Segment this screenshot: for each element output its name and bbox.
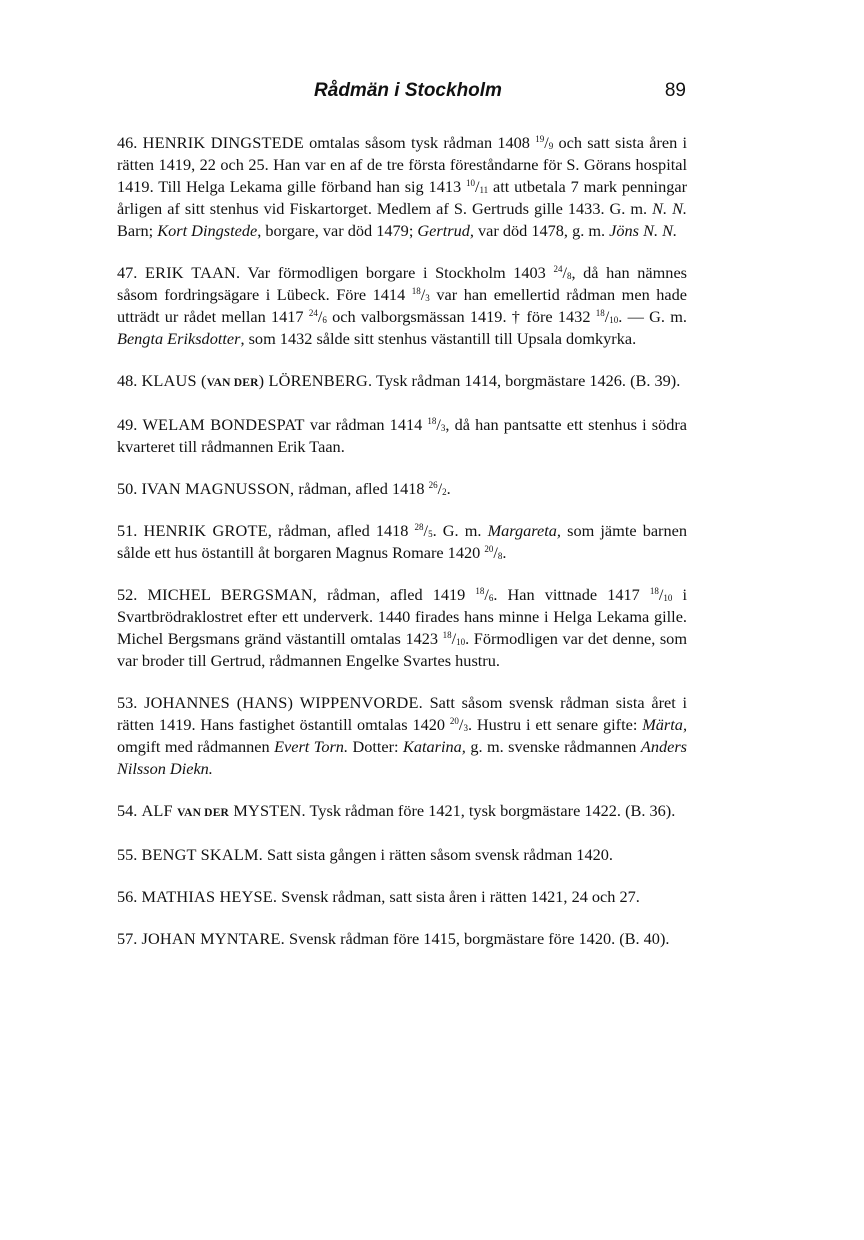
running-title: Rådmän i Stockholm bbox=[314, 80, 502, 101]
entry-number: 47. bbox=[117, 263, 138, 283]
entry-name: MATHIAS HEYSE. bbox=[141, 887, 278, 907]
entry-54 bbox=[117, 800, 687, 824]
entry-number: 52. bbox=[117, 585, 138, 605]
entry-text: att utbetala 7 mark penningar årligen af sitt stenhus vid Fiskartorget. Medlem af S. Gertruds gille 1433. G. m. bbox=[117, 177, 687, 219]
date-month: 10 bbox=[663, 593, 673, 604]
entry-name-part: ) LÖRENBERG. bbox=[258, 371, 373, 391]
date-month: 3 bbox=[425, 293, 430, 304]
entry-number: 54. bbox=[117, 801, 138, 821]
entry-number: 55. bbox=[117, 845, 138, 865]
date-month: 9 bbox=[548, 141, 554, 152]
entry-text: Svensk rådman före 1415, borgmästare före 1420. (B. 40). bbox=[284, 929, 670, 949]
entry-text: var han emellertid rådman men hade utträdt ur rådet mellan 1417 bbox=[117, 285, 687, 327]
entry-text: före 1432 bbox=[521, 307, 596, 327]
entry-text: . Hustru i ett senare gifte: bbox=[467, 715, 643, 735]
entry-text: Satt såsom svensk rådman sista året i rätten 1419. Hans fastighet östantill omtalas 1420 bbox=[117, 693, 688, 735]
entry-text: . Förmodligen var det denne, som var broder till Gertrud, rådmannen Engelke Svartes hustru. bbox=[117, 629, 687, 671]
date-day: 24 bbox=[308, 308, 318, 319]
entry-number: 49. bbox=[117, 415, 138, 435]
person-name: Bengta Eriksdotter bbox=[117, 329, 241, 349]
date-month: 5 bbox=[428, 529, 433, 540]
date-day: 18 bbox=[595, 308, 605, 319]
entry-text: rådman, afled 1418 bbox=[294, 479, 429, 499]
date-month: 8 bbox=[497, 551, 503, 562]
entry-53: 53. JOHANNES (HANS) WIPPENVORDE. Satt såsom svensk rådman sista året i rätten 1419. Hans fastighet östantill omtalas 1420 $^{20}/_3$. Hustru i ett senare gifte: Märta, omgift med rådmannen Evert Torn. Dotter: Katarina, g. m. svenske rådmannen Anders Nilsson Diekn. bbox=[117, 693, 688, 779]
running-head bbox=[118, 80, 698, 106]
entry-name: ERIK TAAN. bbox=[144, 263, 241, 283]
person-name: Kort Dingstede bbox=[157, 221, 258, 241]
date-day: 20 bbox=[449, 716, 459, 727]
entry-text: . G. m. bbox=[432, 521, 488, 541]
entry-text: i Svartbrödraklostret efter ett underverk. 1440 firades hans minne i Helga Lekama gille. Michel Bergsmans gränd västantill omtalas 1423 bbox=[117, 585, 687, 649]
entry-text: . Han vittnade 1417 bbox=[493, 585, 650, 605]
entry-name: HENRIK GROTE, bbox=[143, 521, 273, 541]
entry-text: omtalas såsom tysk rådman 1408 bbox=[303, 133, 536, 153]
person-name: Katarina, bbox=[403, 737, 466, 757]
date-month: 2 bbox=[442, 487, 447, 498]
person-name: Evert Torn. bbox=[274, 737, 349, 757]
date-day: 18 bbox=[649, 586, 659, 597]
entry-49: 49. WELAM BONDESPAT var rådman 1414 $^{18}/_3$, då han pantsatte ett stenhus i södra kvarteret till rådmannen Erik Taan. bbox=[117, 415, 687, 457]
entry-text: Svensk rådman, satt sista åren i rätten 1421, 24 och 27. bbox=[277, 887, 640, 907]
entry-name bbox=[141, 801, 305, 820]
entry-name: BENGT SKALM. bbox=[141, 845, 263, 865]
date-day: 28 bbox=[414, 522, 424, 533]
entry-52: 52. MICHEL BERGSMAN, rådman, afled 1419 $^{18}/_6$. Han vittnade 1417 $^{18}/_{10}$ i Svartbrödraklostret efter ett underverk. 1440 firades hans minne i Helga Lekama gille. Michel Bergsmans gränd västantill omtalas 1423 $^{18}/_{10}$. Förmodligen var det denne, som var broder till Gertrud, rådmannen Engelke Svartes hustru. bbox=[117, 585, 687, 671]
entry-text: , då han pantsatte ett stenhus i södra kvarteret till rådmannen Erik Taan. bbox=[117, 415, 687, 457]
date-month: 3 bbox=[440, 423, 446, 434]
date-day: 20 bbox=[484, 544, 494, 555]
page-number: 89 bbox=[664, 80, 686, 101]
date-day: 24 bbox=[553, 264, 563, 275]
entry-text: Var förmodligen borgare i Stockholm 1403 bbox=[240, 263, 554, 283]
entry-text: . bbox=[446, 479, 451, 499]
entry-text: och valborgsmässan 1419. bbox=[326, 307, 512, 327]
date-month: 10 bbox=[609, 315, 619, 326]
date-day: 10 bbox=[465, 178, 475, 189]
entry-text: , borgare, var död 1479; bbox=[257, 221, 418, 241]
entry-name bbox=[141, 371, 372, 390]
person-name: Anders Nilsson Diekn. bbox=[117, 737, 687, 779]
person-name: Märta, bbox=[642, 715, 688, 735]
person-name: Jöns N. N. bbox=[609, 221, 678, 241]
entry-name: HENRIK DINGSTEDE bbox=[142, 133, 304, 153]
date-month: 10 bbox=[456, 637, 466, 648]
entry-text: , som 1432 sålde sitt stenhus västantill till Upsala domkyrka. bbox=[240, 329, 637, 349]
person-name: Margareta, bbox=[487, 521, 562, 541]
entry-name-part: ALF bbox=[141, 801, 178, 821]
entry-text: rådman, afled 1419 bbox=[317, 585, 476, 605]
entry-46: 46. HENRIK DINGSTEDE omtalas såsom tysk rådman 1408 $^{19}/_9$ och satt sista åren i rätten 1419, 22 och 25. Han var en af de tre första föreståndarne för S. Görans hospital 1419. Till Helga Lekama gille förband han sig 1413 $^{10}/_{11}$ att utbetala 7 mark penningar årligen af sitt stenhus vid Fiskartorget. Medlem af S. Gertruds gille 1433. G. m. N. N. Barn; Kort Dingstede, borgare, var död 1479; Gertrud, var död 1478, g. m. Jöns N. N. bbox=[117, 133, 688, 241]
entry-number: 53. bbox=[117, 693, 138, 713]
date-month: 8 bbox=[566, 271, 572, 282]
entry-text: . bbox=[502, 543, 507, 563]
entry-number: 57. bbox=[117, 929, 138, 949]
entry-name: IVAN MAGNUSSON, bbox=[141, 479, 295, 499]
entry-name-part: MYSTEN. bbox=[229, 801, 306, 821]
entry-name: MICHEL BERGSMAN, bbox=[147, 585, 318, 605]
entry-name: JOHAN MYNTARE. bbox=[141, 929, 285, 949]
entry-text: Tysk rådman före 1421, tysk borgmästare 1422. (B. 36). bbox=[305, 801, 676, 821]
entry-text: Satt sista gången i rätten såsom svensk rådman 1420. bbox=[262, 845, 613, 865]
entry-text: omgift med rådmannen bbox=[117, 737, 275, 757]
date-month: 6 bbox=[322, 315, 327, 326]
entry-text: Tysk rådman 1414, borgmästare 1426. (B. 39). bbox=[372, 371, 681, 391]
name-particle: VAN DER bbox=[177, 807, 230, 820]
entry-56 bbox=[117, 886, 687, 908]
entry-text: som jämte barnen sålde ett hus östantill åt borgaren Magnus Romare 1420 bbox=[117, 521, 687, 563]
entry-51: 51. HENRIK GROTE, rådman, afled 1418 $^{28}/_5$. G. m. Margareta, som jämte barnen sålde ett hus östantill åt borgaren Magnus Romare 1420 $^{20}/_8$. bbox=[117, 521, 687, 563]
entry-50: 50. IVAN MAGNUSSON, rådman, afled 1418 $^{26}/_2$. bbox=[117, 479, 451, 499]
entry-text: Barn; bbox=[117, 221, 158, 241]
entry-text: g. m. svenske rådmannen bbox=[465, 737, 641, 757]
entry-number: 46. bbox=[117, 133, 138, 153]
date-day: 18 bbox=[411, 286, 421, 297]
name-particle: VAN DER bbox=[206, 377, 259, 390]
entry-name: WELAM BONDESPAT bbox=[142, 415, 305, 435]
entry-number: 48. bbox=[117, 371, 138, 391]
entry-text: var död 1478, g. m. bbox=[473, 221, 610, 241]
entry-text: Dotter: bbox=[348, 737, 403, 757]
entry-text: . — G. m. bbox=[618, 307, 687, 327]
entry-55 bbox=[117, 844, 687, 866]
entry-57 bbox=[117, 928, 687, 950]
person-name: Gertrud, bbox=[417, 221, 474, 241]
person-name: N. N. bbox=[652, 199, 687, 219]
entry-text: , då han nämnes såsom fordringsägare i Lübeck. Före 1414 bbox=[117, 263, 688, 305]
entry-name: JOHANNES (HANS) WIPPENVORDE. bbox=[144, 693, 423, 713]
entry-number: 51. bbox=[117, 521, 138, 541]
entry-list bbox=[117, 116, 687, 970]
date-day: 18 bbox=[475, 586, 485, 597]
entry-number: 56. bbox=[117, 887, 138, 907]
dagger-icon: † bbox=[511, 307, 522, 327]
entry-number: 50. bbox=[117, 479, 138, 499]
entry-text: och satt sista åren i rätten 1419, 22 och 25. Han var en af de tre första föreståndarne för S. Görans hospital 1419. Till Helga Lekama gille förband han sig 1413 bbox=[117, 133, 688, 197]
date-day: 19 bbox=[535, 134, 545, 145]
entry-48 bbox=[117, 370, 687, 394]
date-day: 18 bbox=[442, 630, 452, 641]
date-day: 18 bbox=[427, 416, 437, 427]
date-month: 3 bbox=[463, 723, 468, 734]
entry-name-part: KLAUS ( bbox=[141, 371, 207, 391]
entry-text: rådman, afled 1418 bbox=[272, 521, 415, 541]
date-day: 26 bbox=[428, 480, 438, 491]
date-month: 11 bbox=[479, 185, 489, 196]
entry-text: var rådman 1414 bbox=[304, 415, 428, 435]
entry-47: 47. ERIK TAAN. Var förmodligen borgare i Stockholm 1403 $^{24}/_8$, då han nämnes såsom fordringsägare i Lübeck. Före 1414 $^{18}/_3$ var han emellertid rådman men hade utträdt ur rådet mellan 1417 $^{24}/_6$ och valborgsmässan 1419. † före 1432 $^{18}/_{10}$. — G. m. Bengta Eriksdotter, som 1432 sålde sitt stenhus västantill till Upsala domkyrka. bbox=[117, 263, 688, 349]
date-month: 6 bbox=[488, 593, 494, 604]
